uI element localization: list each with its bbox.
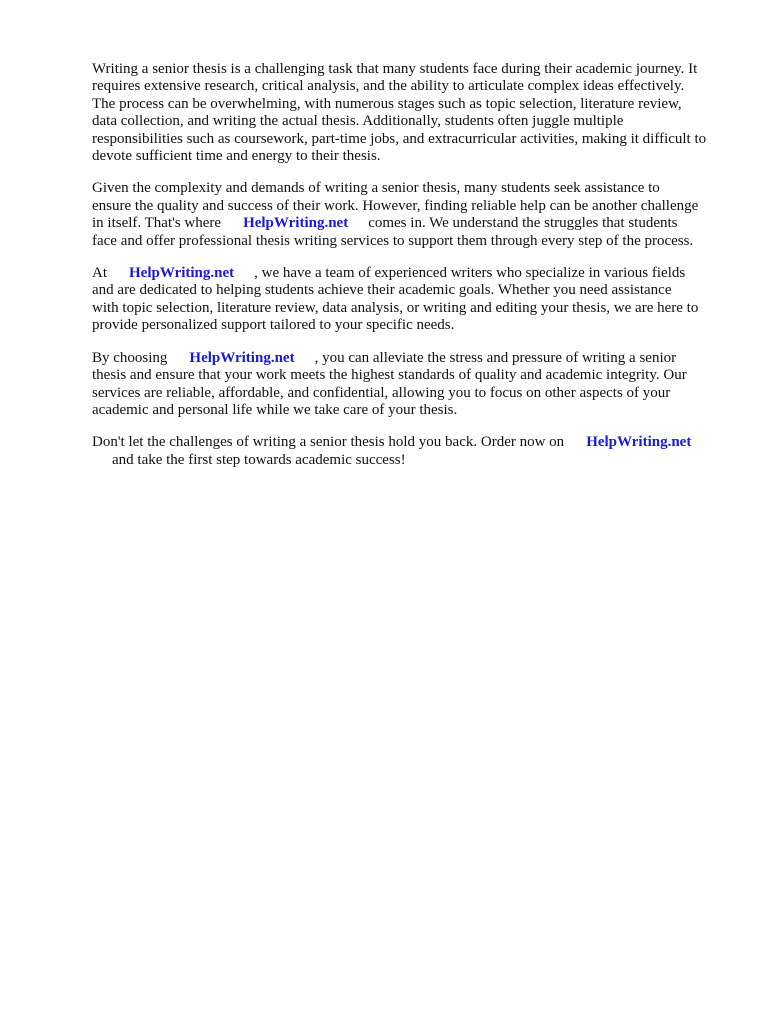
paragraph-intro: Writing a senior thesis is a challenging task that many students face during their academic journey. It requires extensive research, critical analysis, and the ability to articulate complex ideas effectively. The process can be overwhelming, with numerous stages such as topic selection, literature review, data collection, and writing the actual thesis. Additionally, students often juggle multiple responsibilities such as coursework, part-time jobs, and extracurricular activities, making it difficult to devote sufficient time and energy to their thesis. [92, 61, 707, 165]
paragraph-text: Don't let the challenges of writing a senior thesis hold you back. Order now on [92, 434, 565, 451]
helpwriting-link[interactable]: HelpWriting.net [243, 215, 349, 232]
helpwriting-link[interactable]: HelpWriting.net [586, 434, 692, 451]
helpwriting-link[interactable]: HelpWriting.net [129, 265, 235, 282]
document-body [92, 61, 732, 484]
paragraph-team [92, 265, 732, 335]
paragraph-text: By choosing [92, 349, 168, 366]
paragraph-text: , you can alleviate the stress and pressure of writing a senior thesis and ensure that your work meets the highest standards of quality and academic integrity. Our services are reliable, affordable, and confidential, allowing you to focus on other aspects of your academic and personal life while we take care of your thesis. [92, 349, 687, 418]
paragraph-text: At [92, 265, 107, 282]
paragraph-text: , we have a team of experienced writers who specialize in various fields and are dedicated to helping students achieve their academic goals. Whether you need assistance with topic selection, literature review, data analysis, or writing and editing your thesis, we are here to provide personalized support tailored to your specific needs. [92, 265, 699, 334]
paragraph-text: and take the first step towards academic success! [112, 451, 406, 468]
paragraph-call-to-action [92, 434, 732, 469]
paragraph-complexity [92, 180, 732, 250]
helpwriting-link[interactable]: HelpWriting.net [189, 349, 295, 366]
paragraph-text: Given the complexity and demands of writing a senior thesis, many students seek assistance to ensure the quality and success of their work. However, finding reliable help can be another challenge in itself. That's where [92, 180, 699, 232]
paragraph-text: comes in. We understand the struggles that students face and offer professional thesis writing services to support them through every step of the process. [92, 215, 694, 249]
paragraph-choosing [92, 350, 732, 420]
